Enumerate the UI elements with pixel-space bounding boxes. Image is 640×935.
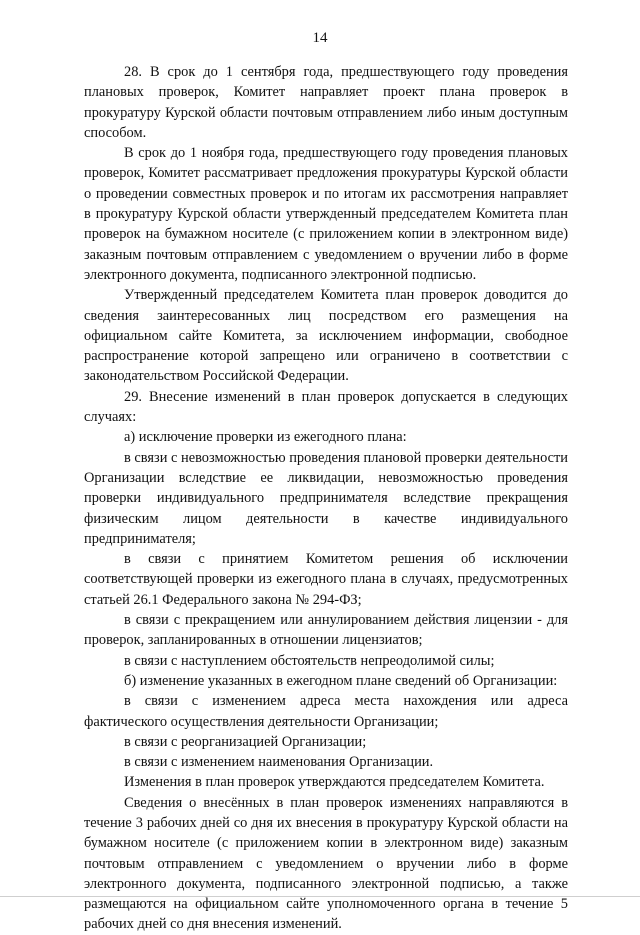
paragraph-28: 28. В срок до 1 сентября года, предшествующего году проведения плановых проверок, Комитет направляет проект плана проверок в прокуратуру Курской области почтовым отправлением либо иным доступным способом.	[84, 64, 568, 141]
paragraph-plan-publication: Утвержденный председателем Комитета план проверок доводится до сведения заинтересованных лиц посредством его размещения на официальном сайте Комитета, за исключением информации, свободное распространение которой запрещено или ограничено в соответствии с законодательством Российской Федерации.	[84, 287, 568, 385]
paragraph-november-review: В срок до 1 ноября года, предшествующего году проведения плановых проверок, Комитет рассматривает предложения прокуратуры Курской области о проведении совместных проверок и по итогам их рассмотрения направляет в прокуратуру Курской области утвержденный председателем Комитета план проверок на бумажном носителе (с приложением копии в электронном виде) заказным почтовым отправлением с уведомлением о вручении либо в форме электронного документа, подписанного электронной подписью.	[84, 145, 568, 283]
list-item-address-change: в связи с изменением адреса места нахождения или адреса фактического осуществления деятельности Организации;	[84, 693, 568, 730]
paragraph-changes-notification: Сведения о внесённых в план проверок изменениях направляются в течение 3 рабочих дней со дня их внесения в прокуратуру Курской области на бумажном носителе (с приложением копии в электронном виде) заказным почтовым отправлением с уведомлением о вручении либо в форме электронного документа, подписанного электронной подписью, а также размещаются на официальном сайте уполномоченного органа в течение 5 рабочих дней со дня внесения изменений.	[84, 794, 568, 933]
list-item-committee-decision: в связи с принятием Комитетом решения об исключении соответствующей проверки из ежегодного плана в случаях, предусмотренных статьей 26.1 Федерального закона № 294-ФЗ;	[84, 551, 568, 608]
page-number: 14	[312, 30, 328, 46]
list-item-force-majeure: в связи с наступлением обстоятельств непреодолимой силы;	[124, 652, 495, 669]
list-item-reorganization: в связи с реорганизацией Организации;	[124, 733, 367, 750]
list-item-liquidation: в связи с невозможностью проведения плановой проверки деятельности Организации вследствие ее ликвидации, невозможностью проведения проверки индивидуального предпринимателя вследствие прекращения физическим лицом деятельности в качестве индивидуального предпринимателя;	[84, 449, 568, 547]
list-item-b: б) изменение указанных в ежегодном плане сведений об Организации:	[124, 672, 558, 689]
list-item-a: а) исключение проверки из ежегодного плана:	[124, 429, 407, 446]
list-item-name-change: в связи с изменением наименования Организации.	[124, 754, 434, 771]
document-body	[84, 62, 568, 935]
list-item-license: в связи с прекращением или аннулированием действия лицензии - для проверок, запланированных в отношении лицензиатов;	[84, 612, 568, 649]
paragraph-29: 29. Внесение изменений в план проверок допускается в следующих случаях:	[84, 388, 568, 426]
paragraph-changes-approval: Изменения в план проверок утверждаются председателем Комитета.	[124, 774, 545, 791]
page-bottom-edge	[0, 896, 640, 897]
